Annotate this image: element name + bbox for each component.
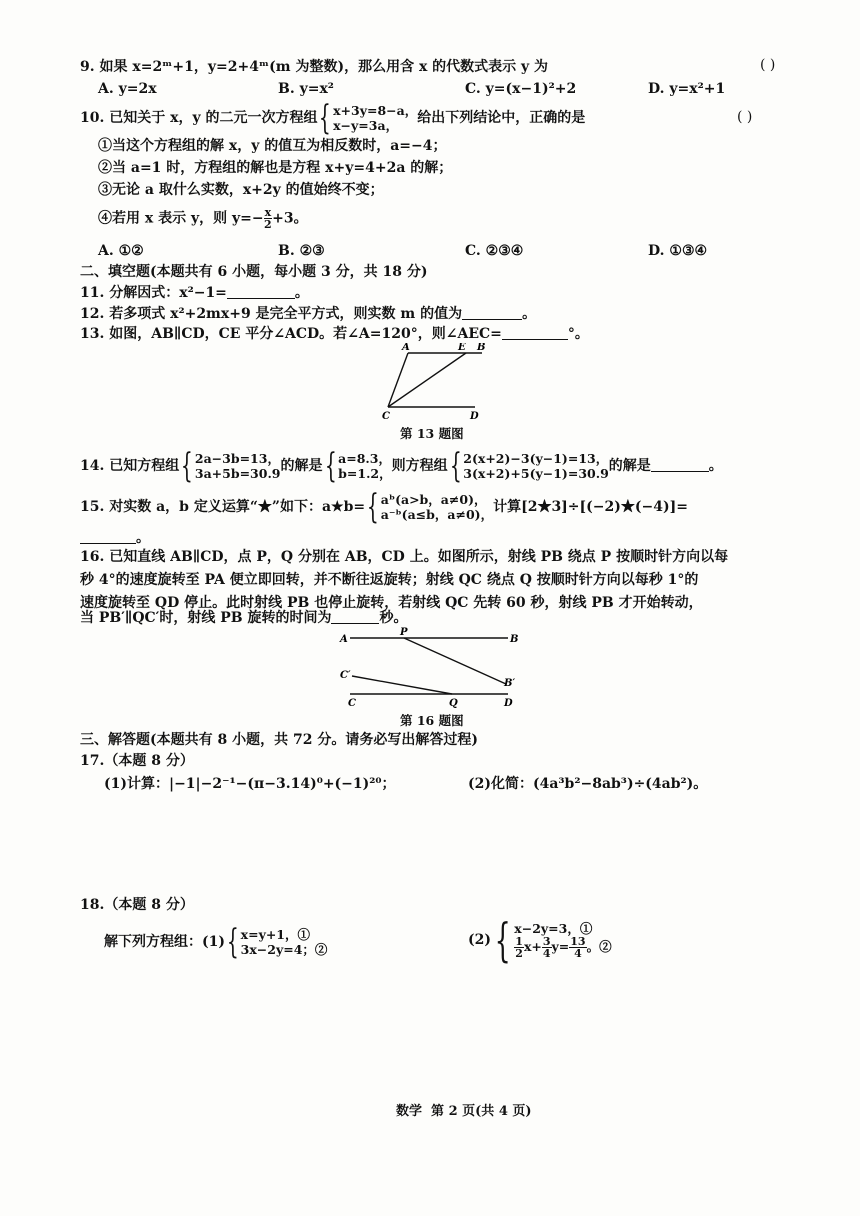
q10-eq2: x−y=3a， — [333, 118, 399, 133]
q10-frac-num: x — [264, 206, 272, 219]
q16-last-suffix: 秒。 — [379, 610, 408, 626]
q10-frac-den: 2 — [264, 218, 272, 231]
q15-prefix: 15. 对实数 a，b 定义运算“★”如下：a★b= — [80, 499, 366, 515]
fig16-label-a: A — [340, 634, 348, 645]
q14-end: 。 — [708, 458, 723, 474]
q16-answer-blank — [331, 609, 379, 624]
q14-system-3: { 2(x+2)−3(y−1)=13， 3(x+2)+5(y−1)=30.9 — [449, 446, 609, 486]
q10-option-a: A. ①② — [98, 243, 144, 259]
fig13-label-e: E — [458, 343, 466, 353]
q10-stem-suffix: 给出下列结论中，正确的是 — [417, 110, 586, 126]
q18-frac-half — [514, 936, 524, 959]
q15-answer-blank — [80, 529, 136, 544]
q10-answer-paren: ( ) — [737, 109, 753, 125]
q10-eq1: x+3y=8−a， — [333, 103, 418, 118]
q10-stem — [80, 98, 586, 138]
q18-x-term: x+ — [523, 939, 542, 954]
q9-answer-paren: ( ) — [760, 57, 776, 73]
q10-statement-4 — [98, 207, 308, 230]
fig13-label-c: C — [382, 411, 390, 422]
q18-frac1-den: 2 — [515, 947, 523, 960]
q18-frac-rhs — [569, 936, 586, 959]
q18-p2-prefix: (2) — [468, 932, 491, 948]
q10-statement-2: ②当 a=1 时，方程组的解也是方程 x+y=4+2a 的解； — [98, 160, 453, 176]
fig16-ray-qc-prime — [352, 676, 452, 694]
fig13-label-d: D — [470, 411, 479, 422]
q14-sys2-eq1: a=8.3， — [338, 451, 391, 466]
q15 — [80, 487, 688, 527]
q14-system-2: { a=8.3， b=1.2， — [324, 446, 392, 486]
q18-frac3-den: 4 — [574, 947, 582, 960]
q18-heading: 18.（本题 8 分） — [80, 897, 194, 913]
section-2-heading: 二、填空题(本题共有 6 小题，每小题 3 分，共 18 分) — [80, 264, 428, 280]
q16-line-3: 速度旋转至 QD 停止。此时射线 PB 也停止旋转，若射线 QC 先转 60 秒，射线 PB 才开始转动， — [80, 595, 703, 611]
q17-part-1: (1)计算：|−1|−2⁻¹−(π−3.14)⁰+(−1)²⁰； — [104, 776, 396, 792]
q18-frac1-num: 1 — [515, 935, 523, 948]
q18-y-term: y= — [551, 939, 570, 954]
q9-option-a: A. y=2x — [98, 81, 157, 97]
q18-sys1-eq2: 3x−2y=4；② — [240, 942, 328, 957]
q9-stem: 9. 如果 x=2ᵐ+1，y=2+4ᵐ(m 为整数)，那么用含 x 的代数式表示 y 为 — [80, 59, 549, 75]
fig16-label-q: Q — [449, 698, 458, 708]
q12-end: 。 — [522, 306, 537, 322]
q13-answer-blank — [502, 325, 568, 340]
q14-system-1: { 2a−3b=13， 3a+5b=30.9 — [181, 446, 281, 486]
fig16-label-b: B — [510, 634, 519, 645]
q15-suffix: 计算[2★3]÷[(−2)★(−4)]= — [493, 499, 688, 515]
q14 — [80, 446, 723, 486]
q18-frac3-num: 13 — [570, 935, 586, 948]
q11-answer-blank — [227, 284, 295, 299]
q13-text: 13. 如图，AB∥CD，CE 平分∠ACD。若∠A=120°，则∠AEC= — [80, 326, 502, 342]
q10-system: { x+3y=8−a， x−y=3a， — [319, 98, 418, 138]
q14-sys2-eq2: b=1.2， — [338, 466, 392, 481]
q14-sys1-eq2: 3a+5b=30.9 — [194, 466, 281, 481]
q16-line-2: 秒 4°的速度旋转至 PA 便立即回转，并不断往返旋转；射线 QC 绕点 Q 按顺时针方向以每秒 1°的 — [80, 572, 699, 588]
q17-part-2: (2)化简：(4a³b²−8ab³)÷(4ab²)。 — [468, 776, 708, 792]
q11-end: 。 — [294, 285, 309, 301]
q18-frac-three-quarters — [542, 936, 552, 959]
q10-stem-prefix: 10. 已知关于 x，y 的二元一次方程组 — [80, 110, 318, 126]
q14-mid2: 则方程组 — [391, 458, 448, 474]
q18-eq-end: 。② — [586, 939, 612, 954]
q15-end: 。 — [136, 530, 150, 546]
q9-option-d: D. y=x²+1 — [648, 81, 726, 97]
q12-text: 12. 若多项式 x²+2mx+9 是完全平方式，则实数 m 的值为 — [80, 306, 463, 322]
fig13-label-a: A — [402, 343, 410, 353]
q14-answer-blank — [651, 457, 709, 472]
fig16-label-p: P — [400, 627, 408, 638]
q18-sys2-eq2 — [514, 936, 611, 959]
page-footer: 数学 第 2 页(共 4 页) — [396, 1104, 532, 1119]
figure-16 — [336, 626, 526, 708]
figure-13-caption: 第 13 题图 — [400, 426, 464, 441]
q13-end: °。 — [567, 326, 589, 342]
q16-line-1: 16. 已知直线 AB∥CD，点 P，Q 分别在 AB，CD 上。如图所示，射线 PB 绕点 P 按顺时针方向以每 — [80, 549, 729, 565]
q14-sys3-eq2: 3(x+2)+5(y−1)=30.9 — [463, 466, 609, 481]
figure-13 — [370, 343, 500, 423]
q16-last-prefix: 当 PB′∥QC′时，射线 PB 旋转的时间为 — [80, 610, 332, 626]
q14-sys3-eq1: 2(x+2)−3(y−1)=13， — [463, 451, 609, 466]
q18-p1-prefix: 解下列方程组：(1) — [104, 934, 225, 950]
q12-answer-blank — [462, 305, 522, 320]
q11 — [80, 284, 309, 303]
fig13-label-b: B — [477, 343, 486, 353]
q18-frac2-den: 4 — [542, 947, 551, 960]
q13 — [80, 325, 589, 344]
q12 — [80, 305, 536, 324]
q15-case1: aᵇ(a>b，a≠0)， — [380, 492, 487, 507]
q10-s4-suffix: +3。 — [272, 210, 308, 227]
q14-prefix: 14. 已知方程组 — [80, 458, 180, 474]
q18-system-2: { x−2y=3，① $\frac{1}{2}$ x+ $\frac{3}{4}$ y= $\frac{13}{4}$ 。② — [494, 913, 612, 967]
section-3-heading: 三、解答题(本题共有 8 小题，共 72 分。请务必写出解答过程) — [80, 732, 478, 748]
q10-statement-1: ①当这个方程组的解 x，y 的值互为相反数时，a=−4； — [98, 138, 447, 154]
q18-frac2-num: 3 — [542, 935, 551, 948]
q15-case2: a⁻ᵇ(a≤b，a≠0)， — [380, 507, 494, 522]
q10-statement-3: ③无论 a 取什么实数，x+2y 的值始终不变； — [98, 182, 384, 198]
q17-heading: 17.（本题 8 分） — [80, 753, 194, 769]
q18-system-1: { x=y+1，① 3x−2y=4；② — [226, 922, 328, 962]
fig13-line-ce — [388, 353, 466, 407]
q15-answer-line — [80, 529, 150, 548]
q18-part-2 — [468, 913, 612, 967]
q14-mid1: 的解是 — [280, 458, 323, 474]
fig16-label-c-prime: C′ — [340, 670, 351, 681]
q10-s4-prefix: ④若用 x 表示 y，则 y=− — [98, 210, 264, 227]
fig16-label-d: D — [504, 698, 513, 708]
q14-sys1-eq1: 2a−3b=13， — [194, 451, 280, 466]
q18-sys1-eq1: x=y+1，① — [240, 927, 311, 942]
q11-text: 11. 分解因式：x²−1= — [80, 285, 227, 301]
q10-s4-fraction — [264, 207, 273, 230]
q18-part-1 — [104, 922, 328, 962]
fig16-label-b-prime: B′ — [504, 678, 516, 689]
q10-option-d: D. ①③④ — [648, 243, 708, 259]
fig16-label-c: C — [348, 698, 356, 708]
q18-sys2-eq1: x−2y=3，① — [514, 921, 593, 936]
fig16-ray-pb-prime — [404, 638, 506, 684]
q10-option-b: B. ②③ — [278, 243, 325, 259]
q9-option-c: C. y=(x−1)²+2 — [465, 81, 577, 97]
q10-option-c: C. ②③④ — [465, 243, 524, 259]
q9-option-b: B. y=x² — [278, 81, 334, 97]
q15-system: { aᵇ(a>b，a≠0)， a⁻ᵇ(a≤b，a≠0)， — [366, 487, 494, 527]
q14-mid3: 的解是 — [608, 458, 651, 474]
figure-16-caption: 第 16 题图 — [400, 713, 464, 728]
fig13-line-ac — [388, 353, 408, 407]
